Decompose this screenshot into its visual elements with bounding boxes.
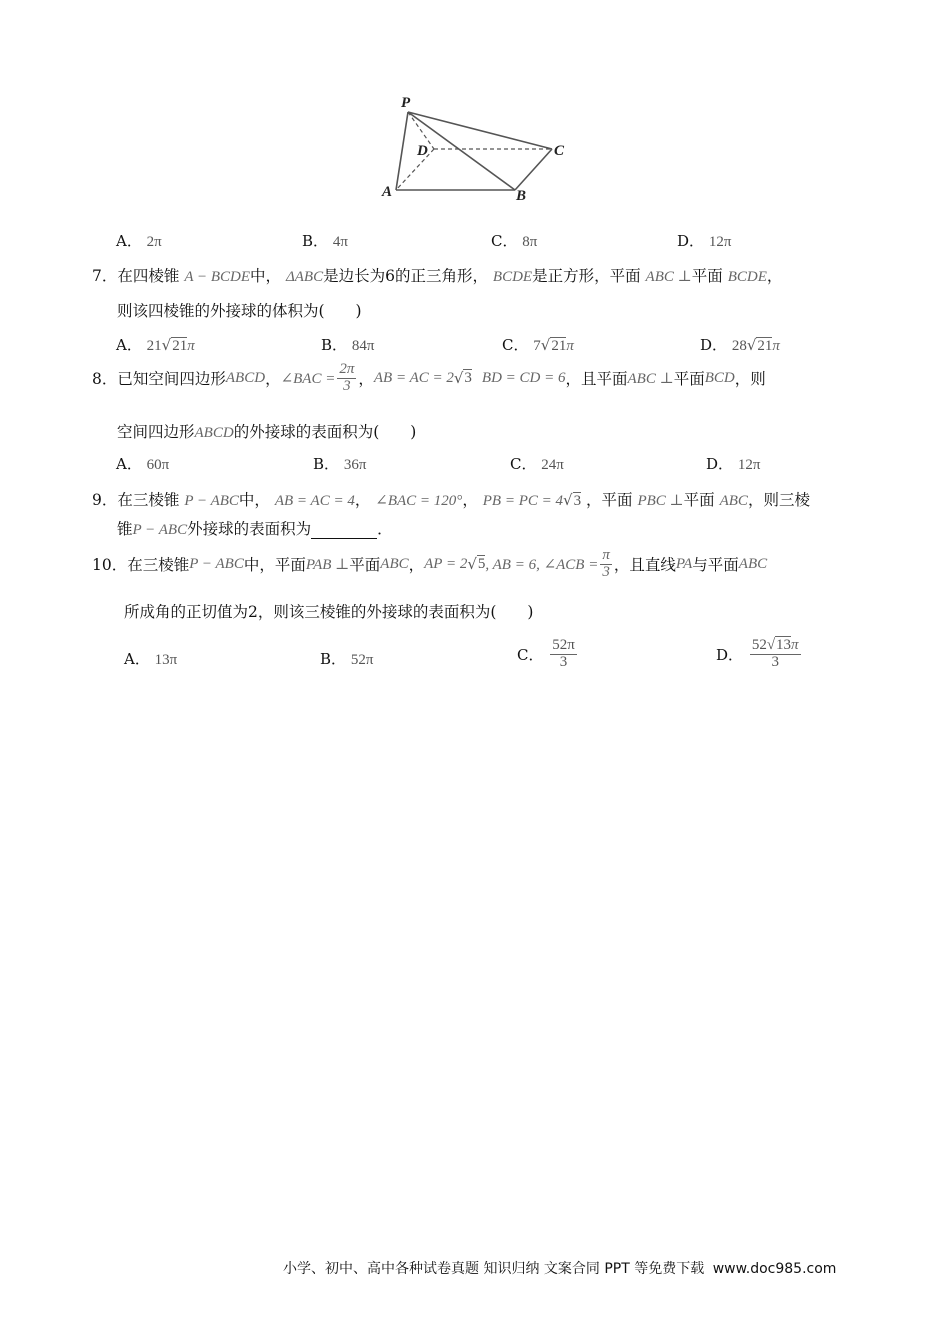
label-A: A (382, 184, 393, 200)
q7-option-a: A． 21√21π (116, 336, 195, 354)
label-P: P (401, 95, 411, 111)
label-C: C (554, 143, 565, 159)
q8-stem-line1: 8． 已知空间四边形 ABCD ， ∠BAC = $\frac{2\pi}{3}$ ， AB = AC = 2 √ 3 BD = CD = 6 ，且平面 ABC ⊥ 平面 BCD ，则 (92, 361, 766, 394)
q10-option-c: C． $\frac{52\pi}{3}$ (517, 637, 575, 670)
q7-stem-line1: 7．在四棱锥 A − BCDE中， ΔABC是边长为6的正三角形， BCDE是正方形，平面 ABC ⊥平面 BCDE， (92, 267, 783, 285)
footer-text: 小学、初中、高中各种试卷真题 知识归纳 文案合同 PPT 等免费下载 (283, 1261, 705, 1277)
q8-option-b: B． 36π (313, 455, 367, 473)
footer-link[interactable]: www.doc985.com (712, 1261, 837, 1277)
edge-BC (515, 149, 552, 190)
q8-option-c: C． 24π (510, 455, 564, 473)
q8-option-a: A． 60π (116, 455, 170, 473)
q10-stem-line1: 10． 在三棱锥 P − ABC 中，平面 PAB ⊥ 平面 ABC ， AP = 2 √ 5 , AB = 6, ∠ACB = $\frac{\pi}{3}$ ，且直线 PA 与平面 ABC (92, 547, 768, 580)
q7-option-b: B． 84π (321, 336, 375, 354)
q6-option-d: D． 12π (677, 232, 732, 250)
q7-option-c: C． 7√21π (502, 336, 574, 354)
q9-stem-line1: 9．在三棱锥 P − ABC中， AB = AC = 4， ∠BAC = 120°， PB = PC = 4√3 ，平面 PBC ⊥平面 ABC，则三棱 (92, 491, 810, 509)
q8-stem-line2: 空间四边形ABCD的外接球的表面积为( ) (117, 423, 417, 441)
q10-option-a: A． 13π (124, 650, 178, 668)
q10-stem-line2: 所成角的正切值为2，则该三棱锥的外接球的表面积为( ) (124, 603, 534, 621)
footer (283, 1258, 836, 1278)
q9-stem-line2: 锥P − ABC外接球的表面积为 ． (117, 520, 393, 538)
q6-option-b: B． 4π (302, 232, 348, 250)
label-B: B (516, 188, 527, 204)
answer-blank[interactable] (311, 524, 377, 539)
q6-option-a: A． 2π (116, 232, 162, 250)
label-D: D (417, 143, 428, 159)
q6-option-c: C． 8π (491, 232, 538, 250)
q7-stem-line2: 则该四棱锥的外接球的体积为( ) (117, 302, 362, 320)
q10-option-d: D． $\frac{52√13\pi}{3}$ (716, 637, 799, 670)
q7-option-d: D． 28√21π (700, 336, 780, 354)
edge-PA (396, 112, 408, 190)
q10-option-b: B． 52π (320, 650, 374, 668)
q8-option-d: D． 12π (706, 455, 761, 473)
pyramid-figure (378, 92, 578, 204)
